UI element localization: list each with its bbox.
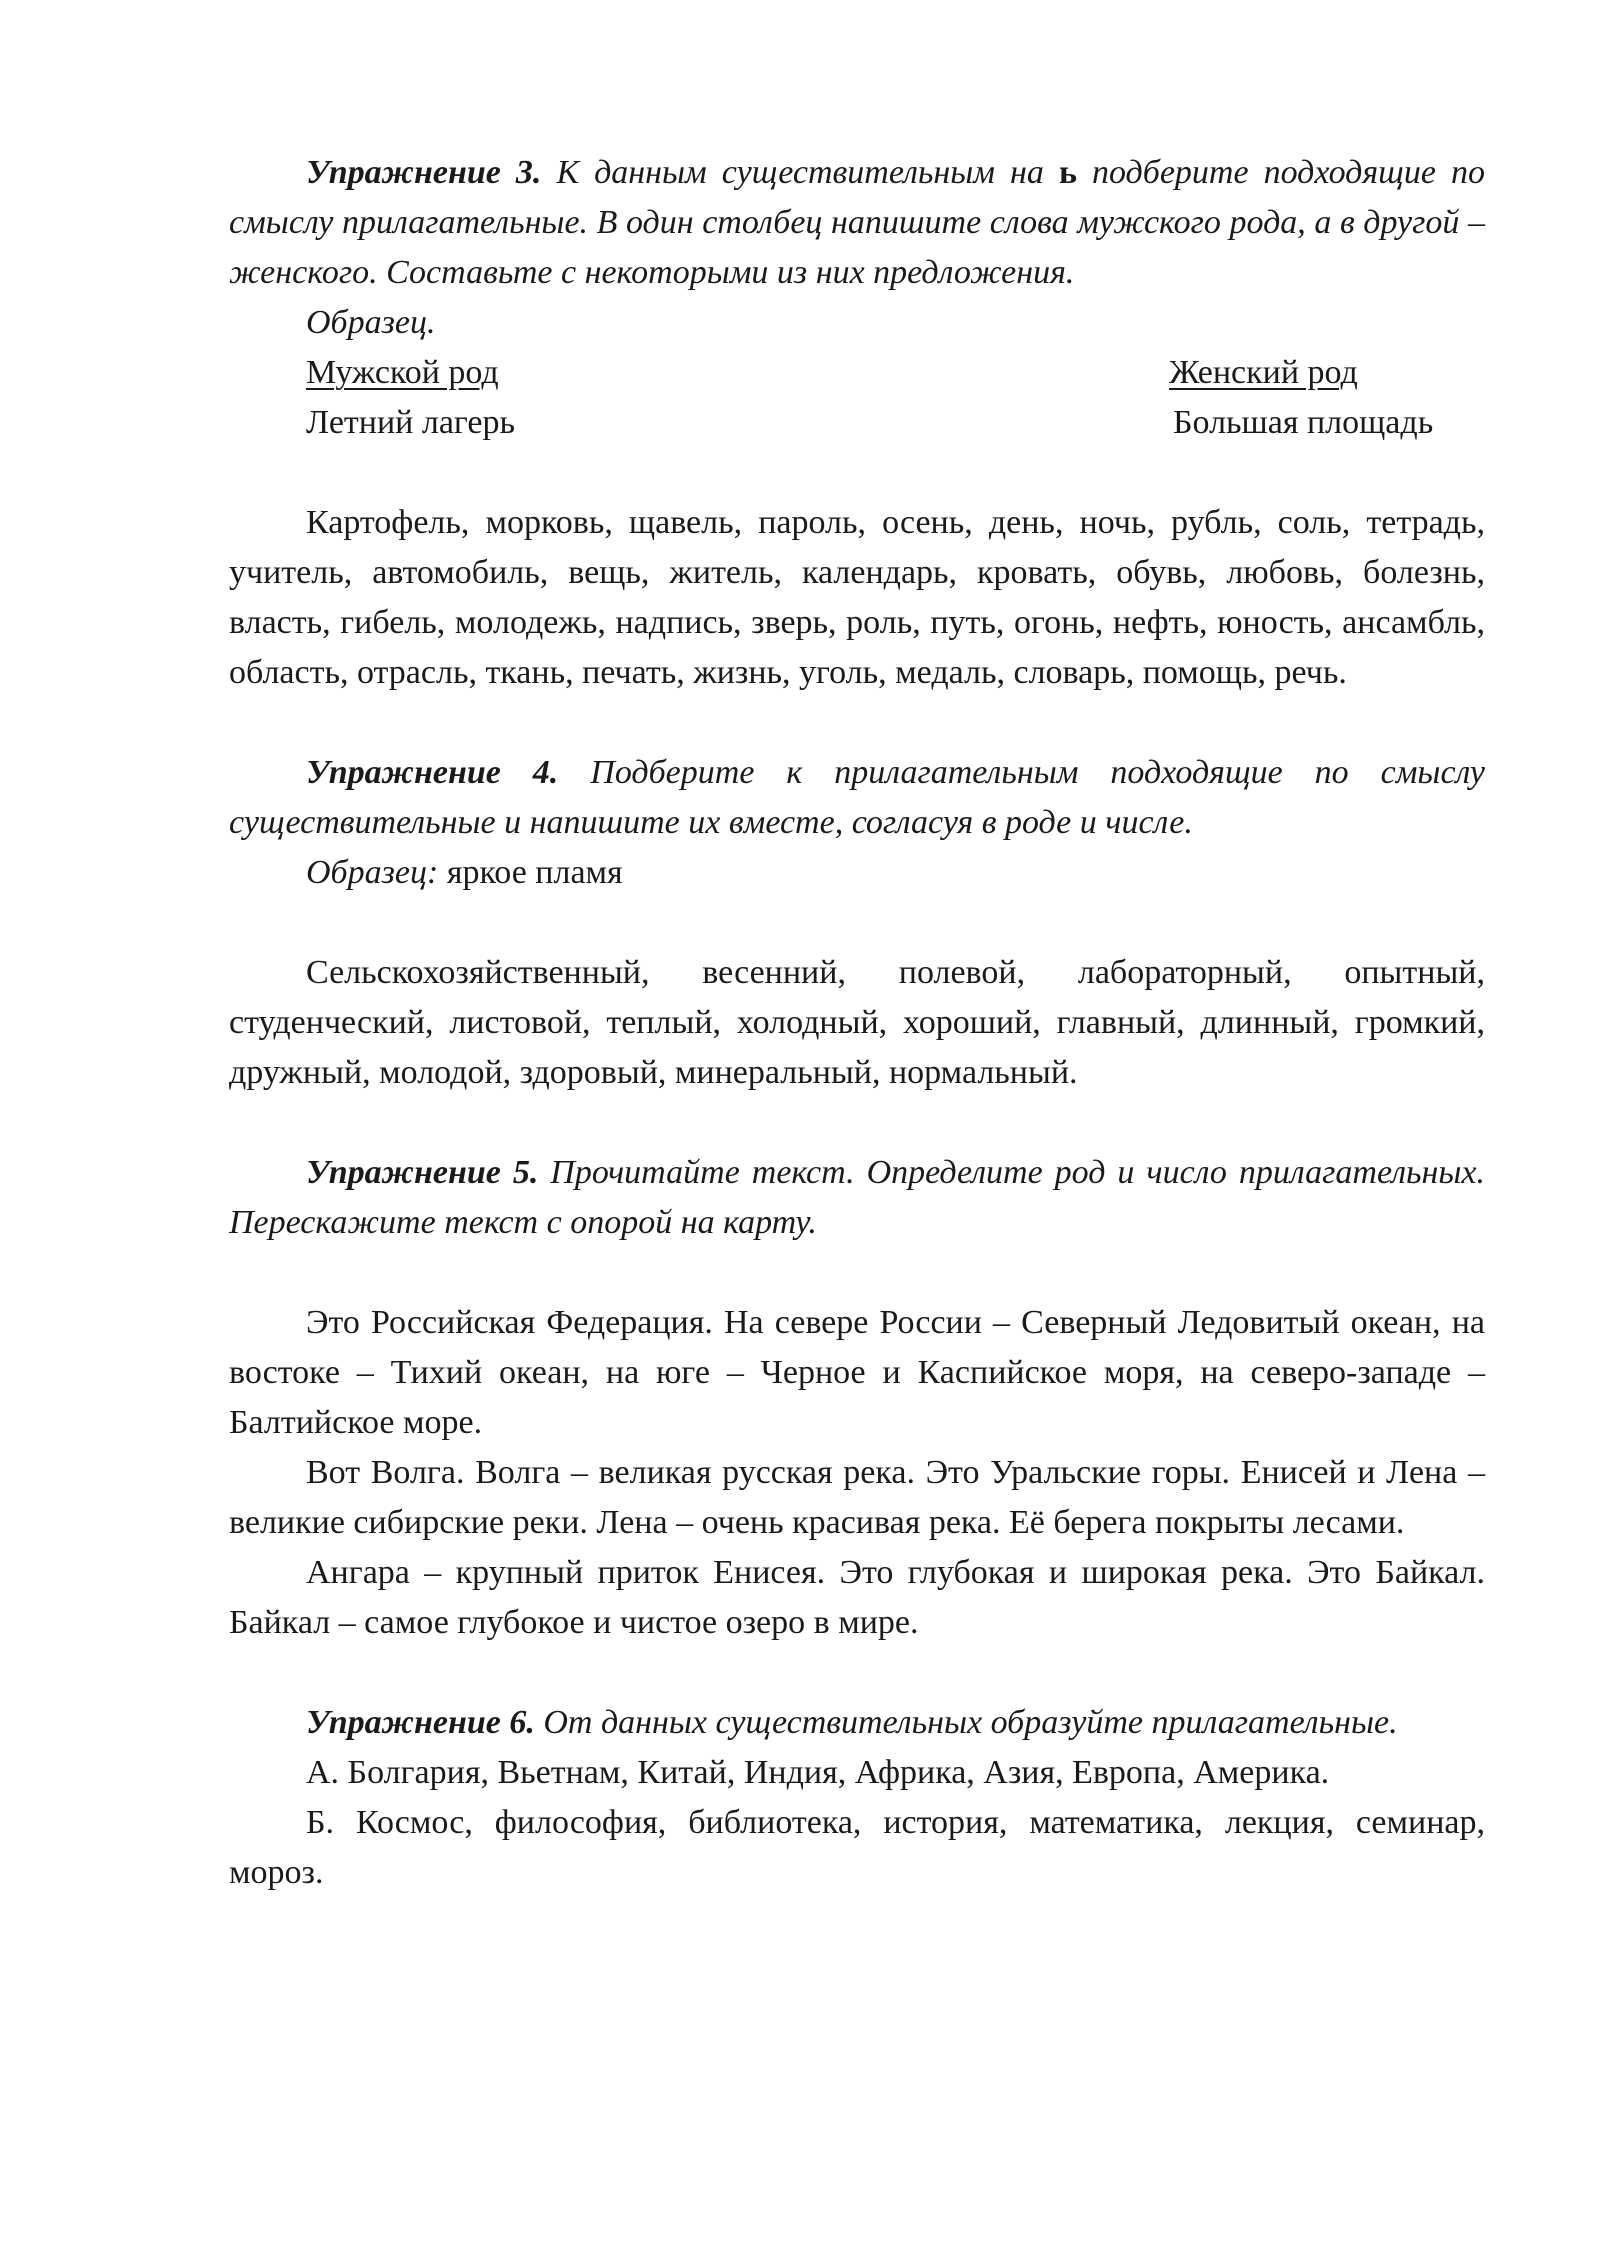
- masculine-column-header: Мужской род: [306, 354, 499, 391]
- soft-sign-letter: ь: [1058, 154, 1077, 191]
- exercise-4-sample: [229, 848, 1485, 898]
- exercise-6-instruction: [229, 1698, 1485, 1748]
- spacer: [229, 1248, 1485, 1298]
- exercise-3-instr-part-1: К данным существительным на: [541, 154, 1059, 191]
- feminine-column-header: Женский род: [1169, 354, 1358, 391]
- sample-column-headers: [229, 348, 1485, 398]
- exercise-5-instr-text: Прочитайте текст. Определите род и число прилагательных. Перескажите текст с опорой на карту.: [229, 1154, 1485, 1241]
- exercise-6-heading: Упражнение 6.: [306, 1704, 535, 1741]
- exercise-5-paragraph-3: Ангара – крупный приток Енисея. Это глубокая и широкая река. Это Байкал. Байкал – самое глубокое и чистое озеро в мире.: [229, 1554, 1485, 1641]
- document-page: [229, 148, 1485, 1898]
- exercise-3-heading: Упражнение 3.: [306, 154, 542, 191]
- spacer: [229, 698, 1485, 748]
- exercise-5-instruction: [229, 1148, 1485, 1248]
- exercise-4-word-list: Сельскохозяйственный, весенний, полевой, лабораторный, опытный, студенческий, листовой, теплый, холодный, хороший, главный, длинный, громкий, дружный, молодой, здоровый, минеральный, нормальный.: [229, 954, 1485, 1091]
- exercise-4-instruction: [229, 748, 1485, 848]
- exercise-6-instr-text: От данных существительных образуйте прилагательные.: [534, 1704, 1398, 1741]
- spacer: [229, 1648, 1485, 1698]
- exercise-5-paragraph-2: Вот Волга. Волга – великая русская река. Это Уральские горы. Енисей и Лена – великие сибирские реки. Лена – очень красивая река. Её берега покрыты лесами.: [229, 1454, 1485, 1541]
- spacer: [229, 1098, 1485, 1148]
- spacer: [229, 898, 1485, 948]
- exercise-3-instruction: [229, 148, 1485, 298]
- exercise-3-word-list: Картофель, морковь, щавель, пароль, осень, день, ночь, рубль, соль, тетрадь, учитель, автомобиль, вещь, житель, календарь, кровать, обувь, любовь, болезнь, власть, гибель, молодежь, надпись, зверь, роль, путь, огонь, нефть, юность, ансамбль, область, отрасль, ткань, печать, жизнь, уголь, медаль, словарь, помощь, речь.: [229, 504, 1485, 691]
- exercise-4-sample-value: яркое пламя: [446, 854, 623, 891]
- exercise-3-instr-part-2: подберите подходящие по смыслу прилагательные. В один столбец напишите слова мужского рода, а в другой – женского. Составьте с некоторыми из них предложения.: [229, 154, 1485, 291]
- exercise-5-heading: Упражнение 5.: [306, 1154, 539, 1191]
- exercise-4-sample-label: Образец:: [306, 854, 447, 891]
- spacer: [229, 448, 1485, 498]
- exercise-3-sample-label: Образец.: [306, 304, 436, 341]
- exercise-4-instr-text: Подберите к прилагательным подходящие по смыслу существительные и напишите их вместе, согласуя в роде и числе.: [229, 754, 1486, 841]
- exercise-6-list-b: Б. Космос, философия, библиотека, история, математика, лекция, семинар, мороз.: [229, 1804, 1485, 1891]
- feminine-example: Большая площадь: [1173, 404, 1434, 441]
- sample-column-examples: [229, 398, 1485, 448]
- exercise-5-paragraph-1: Это Российская Федерация. На севере России – Северный Ледовитый океан, на востоке – Тихий океан, на юге – Черное и Каспийское моря, на северо-западе – Балтийское море.: [229, 1304, 1485, 1441]
- exercise-4-heading: Упражнение 4.: [306, 754, 559, 791]
- exercise-6-list-a: А. Болгария, Вьетнам, Китай, Индия, Африка, Азия, Европа, Америка.: [306, 1754, 1330, 1791]
- masculine-example: Летний лагерь: [306, 404, 516, 441]
